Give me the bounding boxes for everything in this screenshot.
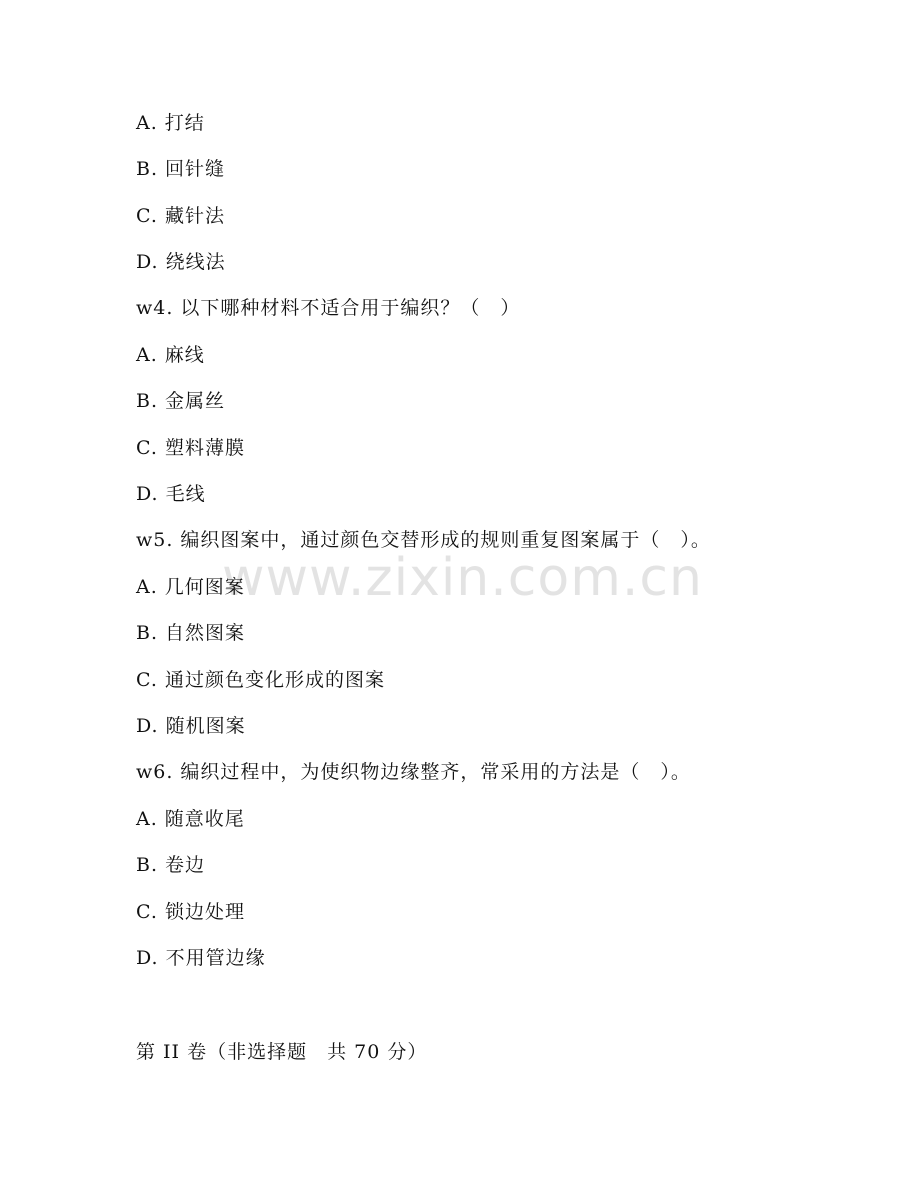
section-heading: 第 II 卷（非选择题 共 70 分） <box>136 1041 428 1063</box>
option-d-w6: D. 不用管边缘 <box>136 947 266 969</box>
question-w5: w5. 编织图案中，通过颜色交替形成的规则重复图案属于（ ）。 <box>136 529 711 551</box>
option-d-w5: D. 随机图案 <box>136 715 246 737</box>
option-c-q3: C. 藏针法 <box>136 205 225 227</box>
option-d-w4: D. 毛线 <box>136 483 206 505</box>
option-a-w4: A. 麻线 <box>136 344 205 366</box>
option-a-q3: A. 打结 <box>136 112 205 134</box>
option-c-w5: C. 通过颜色变化形成的图案 <box>136 669 385 691</box>
option-c-w6: C. 锁边处理 <box>136 901 245 923</box>
option-b-w4: B. 金属丝 <box>136 390 226 412</box>
option-d-q3: D. 绕线法 <box>136 251 226 273</box>
option-b-q3: B. 回针缝 <box>136 158 226 180</box>
option-a-w5: A. 几何图案 <box>136 576 245 598</box>
option-b-w6: B. 卷边 <box>136 854 206 876</box>
question-w4: w4. 以下哪种材料不适合用于编织？（ ） <box>136 297 521 319</box>
question-w6: w6. 编织过程中，为使织物边缘整齐，常采用的方法是（ ）。 <box>136 761 691 783</box>
option-c-w4: C. 塑料薄膜 <box>136 437 245 459</box>
watermark: www.zixin.com.cn <box>222 548 703 608</box>
option-b-w5: B. 自然图案 <box>136 622 246 644</box>
option-a-w6: A. 随意收尾 <box>136 808 245 830</box>
